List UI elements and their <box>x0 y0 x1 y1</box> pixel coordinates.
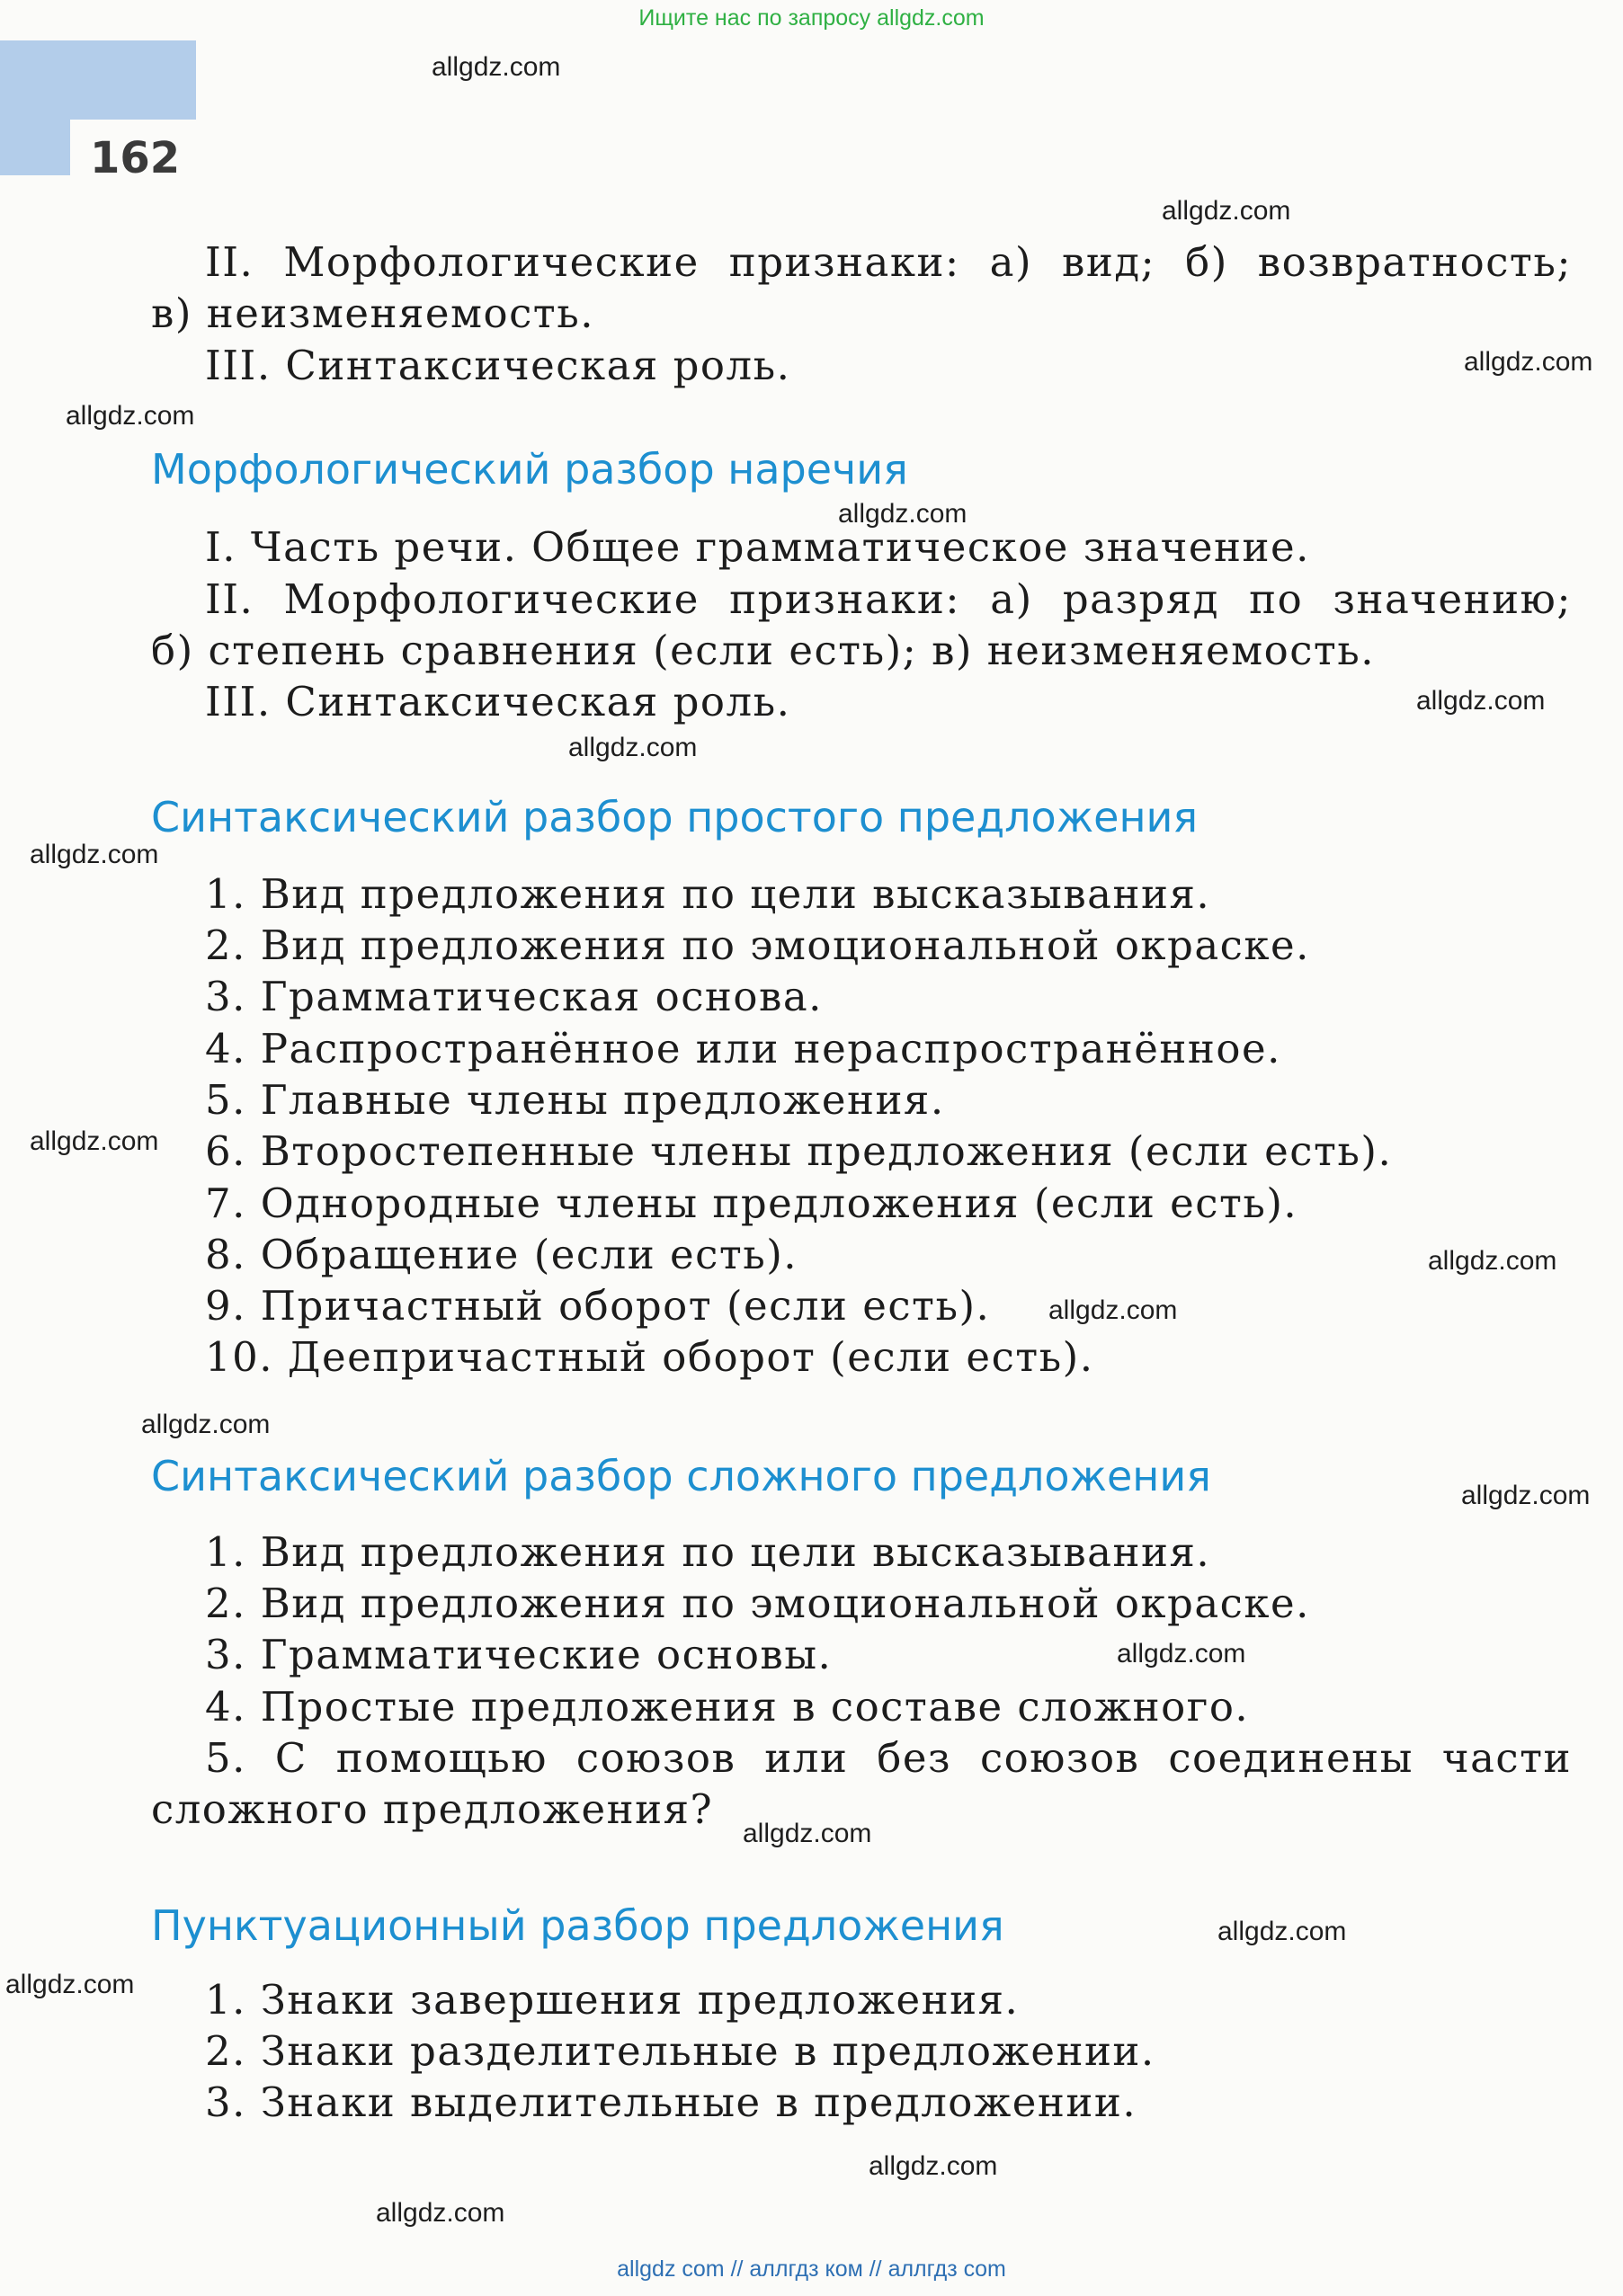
section-heading-adverb: Морфологический разбор наречия <box>151 445 908 494</box>
watermark: allgdz.com <box>1217 1917 1347 1946</box>
list-item: 4. Простые предложения в составе сложного. <box>205 1683 1250 1731</box>
watermark: allgdz.com <box>1461 1481 1591 1510</box>
top-banner: Ищите нас по запросу allgdz.com <box>638 5 985 31</box>
list-item: 2. Вид предложения по эмоциональной окраске. <box>205 1580 1310 1627</box>
watermark: allgdz.com <box>1464 347 1593 377</box>
text-line: III. Синтаксическая роль. <box>205 342 791 389</box>
section-heading-simple-sentence: Синтаксический разбор простого предложения <box>151 793 1199 841</box>
text-line: II. Морфологические признаки: а) разряд по значению; <box>205 575 1572 623</box>
list-item: 4. Распространённое или нераспространённое. <box>205 1025 1281 1072</box>
section-heading-complex-sentence: Синтаксический разбор сложного предложения <box>151 1452 1211 1500</box>
watermark: allgdz.com <box>1048 1295 1178 1325</box>
watermark: allgdz.com <box>869 2151 998 2181</box>
bottom-banner: allgdz com // аллгдз ком // аллгдз com <box>617 2256 1006 2282</box>
watermark: allgdz.com <box>1162 196 1291 226</box>
watermark: allgdz.com <box>1117 1639 1246 1669</box>
list-item: 7. Однородные члены предложения (если есть). <box>205 1179 1298 1227</box>
watermark: allgdz.com <box>30 1126 159 1156</box>
list-item: 3. Знаки выделительные в предложении. <box>205 2078 1137 2126</box>
watermark: allgdz.com <box>30 840 159 869</box>
watermark: allgdz.com <box>838 499 968 529</box>
list-item: 2. Вид предложения по эмоциональной окраске. <box>205 921 1310 969</box>
text-line: б) степень сравнения (если есть); в) неизменяемость. <box>151 627 1376 674</box>
watermark: allgdz.com <box>141 1410 271 1439</box>
watermark: allgdz.com <box>5 1970 135 1999</box>
text-line: II. Морфологические признаки: а) вид; б) возвратность; <box>205 238 1572 286</box>
watermark: allgdz.com <box>743 1819 872 1848</box>
text-line: III. Синтаксическая роль. <box>205 678 791 725</box>
watermark: allgdz.com <box>66 401 195 431</box>
text-line: в) неизменяемость. <box>151 289 594 337</box>
list-item: 1. Знаки завершения предложения. <box>205 1976 1020 2024</box>
watermark: allgdz.com <box>568 733 698 762</box>
watermark: allgdz.com <box>376 2198 505 2228</box>
list-item: 5. С помощью союзов или без союзов соединены части <box>205 1734 1572 1782</box>
list-item: 5. Главные члены предложения. <box>205 1076 945 1124</box>
watermark: allgdz.com <box>1416 686 1546 716</box>
section-heading-punctuation: Пунктуационный разбор предложения <box>151 1901 1004 1950</box>
list-item-continuation: сложного предложения? <box>151 1785 714 1833</box>
page-corner-tab <box>0 40 196 120</box>
page-number: 162 <box>90 133 181 183</box>
list-item: 10. Деепричастный оборот (если есть). <box>205 1333 1094 1381</box>
list-item: 1. Вид предложения по цели высказывания. <box>205 1528 1211 1576</box>
list-item: 8. Обращение (если есть). <box>205 1231 798 1278</box>
page-corner-tab-lower <box>0 120 70 175</box>
list-item: 3. Грамматическая основа. <box>205 973 823 1020</box>
list-item: 6. Второстепенные члены предложения (если есть). <box>205 1127 1393 1175</box>
watermark: allgdz.com <box>1428 1246 1557 1276</box>
text-line: I. Часть речи. Общее грамматическое значение. <box>205 523 1310 571</box>
watermark: allgdz.com <box>432 52 561 82</box>
list-item: 9. Причастный оборот (если есть). <box>205 1282 991 1330</box>
list-item: 1. Вид предложения по цели высказывания. <box>205 870 1211 918</box>
list-item: 3. Грамматические основы. <box>205 1631 833 1678</box>
list-item: 2. Знаки разделительные в предложении. <box>205 2027 1155 2075</box>
